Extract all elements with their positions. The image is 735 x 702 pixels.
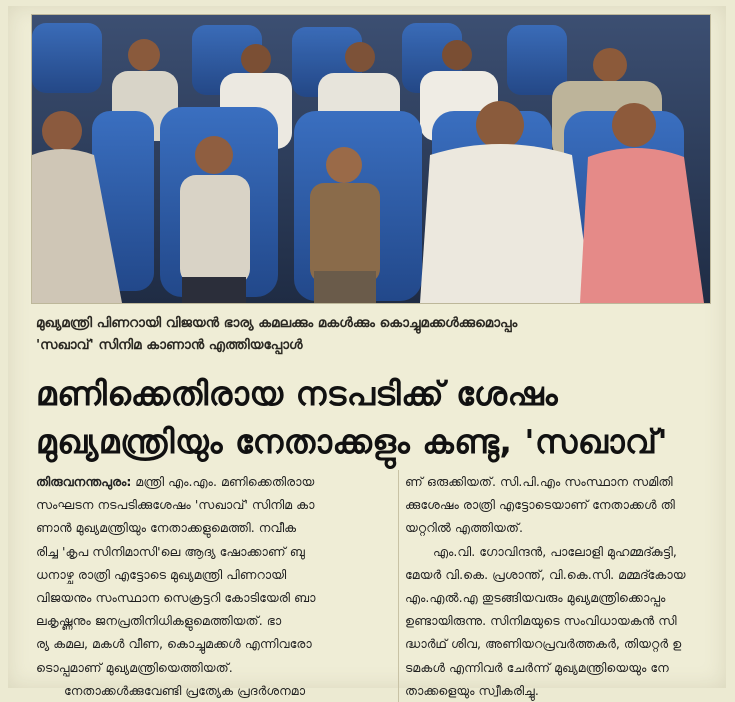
body-line: ടമകൾ എന്നിവർ ചേർന്ന് മുഖ്യമന്ത്രിയെയും നേ [405, 659, 669, 675]
body-line: മേയർ വി.കെ. പ്രശാന്ത്, വി.കെ.സി. മമ്മദ്കോയ [405, 566, 686, 582]
body-line: ധനാഴ്ച രാത്രി എട്ടോടെ മുഖ്യമന്ത്രി പിണറായി [36, 566, 287, 582]
body-line: ഉണ്ടായിരുന്നു. സിനിമയുടെ സംവിധായകൻ സി [405, 613, 677, 629]
headline-line-2: മുഖ്യമന്ത്രിയും നേതാക്കളും കണ്ടു, 'സഖാവ്' [36, 422, 669, 461]
body-line: ണാൻ മുഖ്യമന്ത്രിയും നേതാക്കളുമെത്തി. നവീക [36, 520, 297, 536]
body-line: എം.വി. ഗോവിന്ദൻ, പാലോളി മുഹമ്മദ്കുട്ടി, [433, 543, 677, 559]
body-line: സംഘടന നടപടിക്കുശേഷം 'സഖാവ്' സിനിമ കാ [36, 497, 315, 513]
photo-caption [36, 312, 716, 356]
theatre-audience-image [32, 15, 710, 303]
body-line: ദ്ധാർഥ് ശിവ, അണിയറപ്രവർത്തകർ, തിയറ്റർ ഉ [405, 636, 682, 652]
body-line [36, 470, 384, 493]
body-line: എം.എൽ.എ തുടങ്ങിയവരും മുഖ്യമന്ത്രിക്കൊപ്പം [405, 590, 666, 606]
caption-line: മുഖ്യമന്ത്രി പിണറായി വിജയൻ ഭാര്യ കമലക്കും മകൾക്കും കൊച്ചുമക്കൾക്കുമൊപ്പം [36, 315, 518, 331]
body-line: യറ്ററിൽ എത്തിയത്. [405, 520, 523, 536]
body-line: ര്യ കമല, മകൾ വീണ, കൊച്ചുമക്കൾ എന്നിവരോ [36, 636, 312, 652]
article-column-right [398, 470, 723, 702]
body-line: രിച്ച 'കൃപ സിനിമാസി'ലെ ആദ്യ ഷോക്കാണ് ബു [36, 543, 305, 559]
body-line: നേതാക്കൾക്കുവേണ്ടി പ്രത്യേക പ്രദർശനമാ [64, 682, 306, 698]
body-text: മന്ത്രി എം.എം. മണിക്കെതിരായ [131, 474, 315, 489]
body-line: ക്കുശേഷം രാത്രി എട്ടോടെയാണ് നേതാക്കൾ തി [405, 497, 675, 513]
body-line: വിജയനും സംസ്ഥാന സെക്രട്ടറി കോടിയേരി ബാ [36, 590, 316, 606]
news-photo [31, 14, 711, 304]
dateline: തിരുവനന്തപുരം: [36, 474, 132, 489]
headline-line-1: മണിക്കെതിരായ നടപടിക്ക് ശേഷം [36, 374, 559, 413]
caption-line: 'സഖാവ്' സിനിമ കാണാൻ എത്തിയപ്പോൾ [36, 337, 303, 353]
body-line: ടൊപ്പമാണ് മുഖ്യമന്ത്രിയെത്തിയത്. [36, 659, 233, 675]
article-column-left [36, 470, 384, 702]
body-line: ലകൃഷ്ണനും ജനപ്രതിനിധികളുമെത്തിയത്. ഭാ [36, 613, 282, 629]
body-line: താക്കളെയും സ്വീകരിച്ചു. [405, 682, 539, 698]
body-line: ണ് ഒരുക്കിയത്. സി.പി.എം സംസ്ഥാന സമിതി [405, 474, 673, 489]
article-headline [36, 370, 716, 466]
